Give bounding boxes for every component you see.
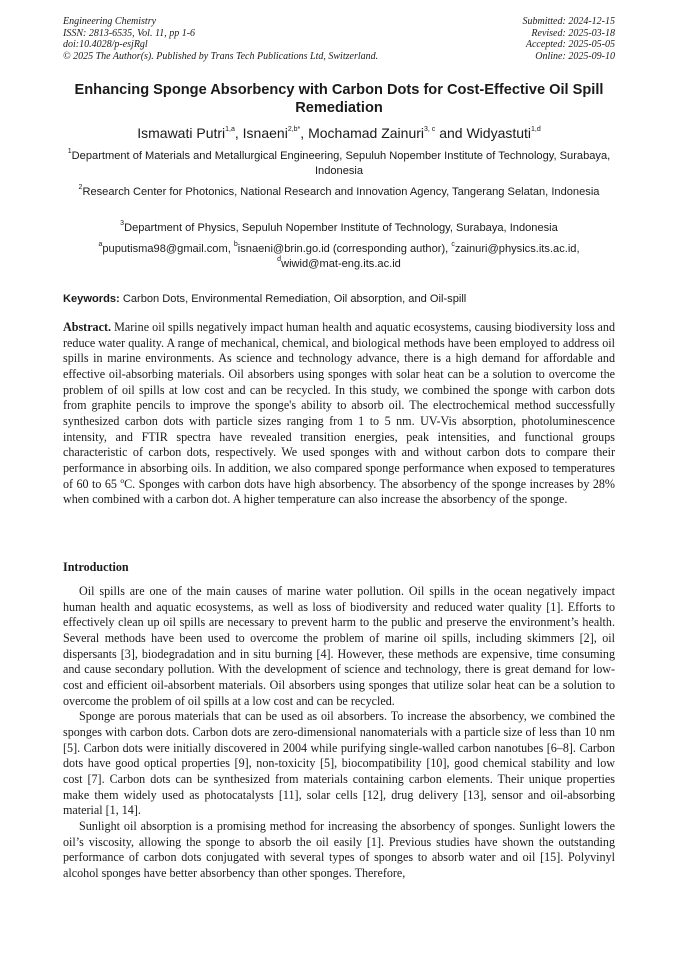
email-sup: d (277, 256, 282, 264)
keywords-label: Keywords: (63, 293, 120, 305)
affiliation-sup: 3 (120, 220, 125, 228)
affiliation-text: Department of Materials and Metallurgical Engineering, Sepuluh Nopember Institute of Technology, Surabaya, Indonesia (71, 150, 611, 177)
author-final-separator: and (435, 125, 467, 141)
author-affiliation-sup: 1,a (225, 126, 235, 134)
author-affiliation-sup: 1,d (531, 126, 541, 134)
introduction-heading: Introduction (63, 560, 129, 574)
affiliation-text: Research Center for Photonics, National Research and Innovation Agency, Tangerang Selatan, Indonesia (82, 186, 600, 198)
paragraph: Oil spills are one of the main causes of marine water pollution. Oil spills in the ocean negatively impact human health and aquatic ecosystems, as well as loss of biodiversity and reduced water quality [1]. Efforts to effectively clean up oil spills are necessary to prevent harm to the public and preserve the environment’s health. Several methods have been used to overcome the problem of marine oil spills, including skimmers [2], oil dispersants [3], biodegradation and in situ burning [4]. However, these methods are expensive, time consuming and cause secondary pollution. With the development of science and technology, there is great demand for low-cost and efficient oil-absorbent materials. Oil absorbers using sponges that utilize solar heat can be a solution to overcome the problem of oil spills at a low cost and can be recycled. (63, 584, 615, 708)
online-date: Online: 2025-09-10 (535, 50, 615, 62)
journal-header-left (63, 16, 378, 62)
journal-header-right (523, 16, 616, 62)
affiliation-text: Department of Physics, Sepuluh Nopember Institute of Technology, Surabaya, Indonesia (124, 222, 558, 234)
accepted-date: Accepted: 2025-05-05 (525, 39, 615, 50)
author-name: Ismawati Putri (137, 125, 226, 141)
keywords-text: Carbon Dots, Environmental Remediation, Oil absorption, and Oil-spill (122, 293, 467, 305)
email-b[interactable]: isnaeni@brin.go.id (corresponding author) (237, 243, 446, 255)
email-list: $^a$puputisma98@gmail.com, $^b$isnaeni@brin.go.id (corresponding author), $^c$zainuri@physics.its.ac.id, $^d$wiwid@mat-eng.its.ac.id (98, 241, 580, 270)
journal-name: Engineering Chemistry (63, 16, 157, 27)
affiliation-sup: 2 (78, 184, 83, 192)
affiliation-3 (66, 221, 612, 236)
copyright-line: © 2025 The Author(s). Published by Trans Tech Publications Ltd, Switzerland. (63, 50, 379, 62)
author-name: Isnaeni (242, 125, 288, 141)
submitted-date: Submitted: 2024-12-15 (522, 16, 615, 27)
affiliation-1 (66, 149, 612, 179)
paragraph: Sunlight oil absorption is a promising method for increasing the absorbency of sponges. Sunlight lowers the oil’s viscosity, allowing the sponge to absorb the oil easily [1]. Previous studies have shown the outstanding performance of carbon dots conjugated with several types of sponges to absorb water and oil [15]. Polyvinyl alcohol sponges have better absorbency than other sponges. Therefore, (63, 818, 615, 880)
email-a[interactable]: puputisma98@gmail.com (102, 243, 228, 255)
issn-line: ISSN: 2813-6535, Vol. 11, pp 1-6 (63, 27, 196, 39)
author-name: Mochamad Zainuri (308, 125, 425, 141)
author-separator: , (300, 125, 309, 141)
paragraph: Sponge are porous materials that can be used as oil absorbers. To increase the absorbency, we combined the sponges with carbon dots. Carbon dots are zero-dimensional nanomaterials with a particle size of less than 10 nm [5]. Carbon dots were initially discovered in 2004 while purifying single-walled carbon nanotubes [6–8]. Carbon dots have good optical properties [9], non-toxicity [5], biocompatibility [10], good chemical stability and low cost [7]. Carbon dots can be synthesized from materials containing carbon elements. Their unique properties make them widely used as photocatalysts [11], solar cells [12], drug delivery [13], sensor and oil-absorbing material [1, 14]. (63, 709, 615, 818)
author-separator: , (234, 125, 243, 141)
affiliation-sup: 1 (67, 148, 72, 156)
email-c[interactable]: zainuri@physics.its.ac.id (454, 243, 577, 255)
email-d[interactable]: wiwid@mat-eng.its.ac.id (281, 258, 401, 270)
abstract-label: Abstract. (63, 320, 112, 334)
email-sup: c (451, 241, 455, 249)
abstract-text: Marine oil spills negatively impact human health and aquatic ecosystems, causing biodiversity loss and reduce water quality. A range of mechanical, chemical, and biological methods have been employed to address oil spills in marine environments. As science and technology advance, there is a high demand for affordable and effective oil-absorbing materials. Oil absorbers using sponges with solar heat can be a solution to overcome the problem of oil spills at low cost and can be recycled. In this study, we combined the sponge with carbon dots from graphite pencils to improve the sponge's ability to absorb oil. The electrochemical method successfully synthesized carbon dots with particle sizes ranging from 1 to 5 nm. UV-Vis absorption, photoluminescence intensity, and FTIR spectra have revealed transition energies, peak intensities, and functional groups characteristic of carbon dots, respectively. We used sponges with and without carbon dots to compare their performance in absorbing oils. In addition, we also compared sponge performance when exposed to temperatures of 60 to 65 ºC. Sponges with carbon dots have high absorbency. The absorbency of the sponge increases by 28% when combined with a carbon dot. A higher temperature can also increase the absorbency of the sponge. (63, 320, 615, 507)
introduction-body (63, 584, 615, 881)
paper-title: Enhancing Sponge Absorbency with Carbon Dots for Cost-Effective Oil Spill Remediation (74, 82, 604, 116)
author-affiliation-sup: 2,b* (287, 126, 301, 134)
email-sup: a (98, 241, 103, 249)
email-sup: b (233, 241, 238, 249)
revised-date: Revised: 2025-03-18 (531, 27, 615, 39)
author-list (40, 124, 638, 142)
doi-line[interactable]: doi:10.4028/p-esjRgl (63, 39, 148, 50)
author-name: Widyastuti (466, 125, 532, 141)
keywords (63, 292, 615, 306)
author-affiliation-sup: 3, c (424, 126, 436, 134)
abstract (63, 320, 615, 508)
affiliation-2 (66, 185, 612, 200)
